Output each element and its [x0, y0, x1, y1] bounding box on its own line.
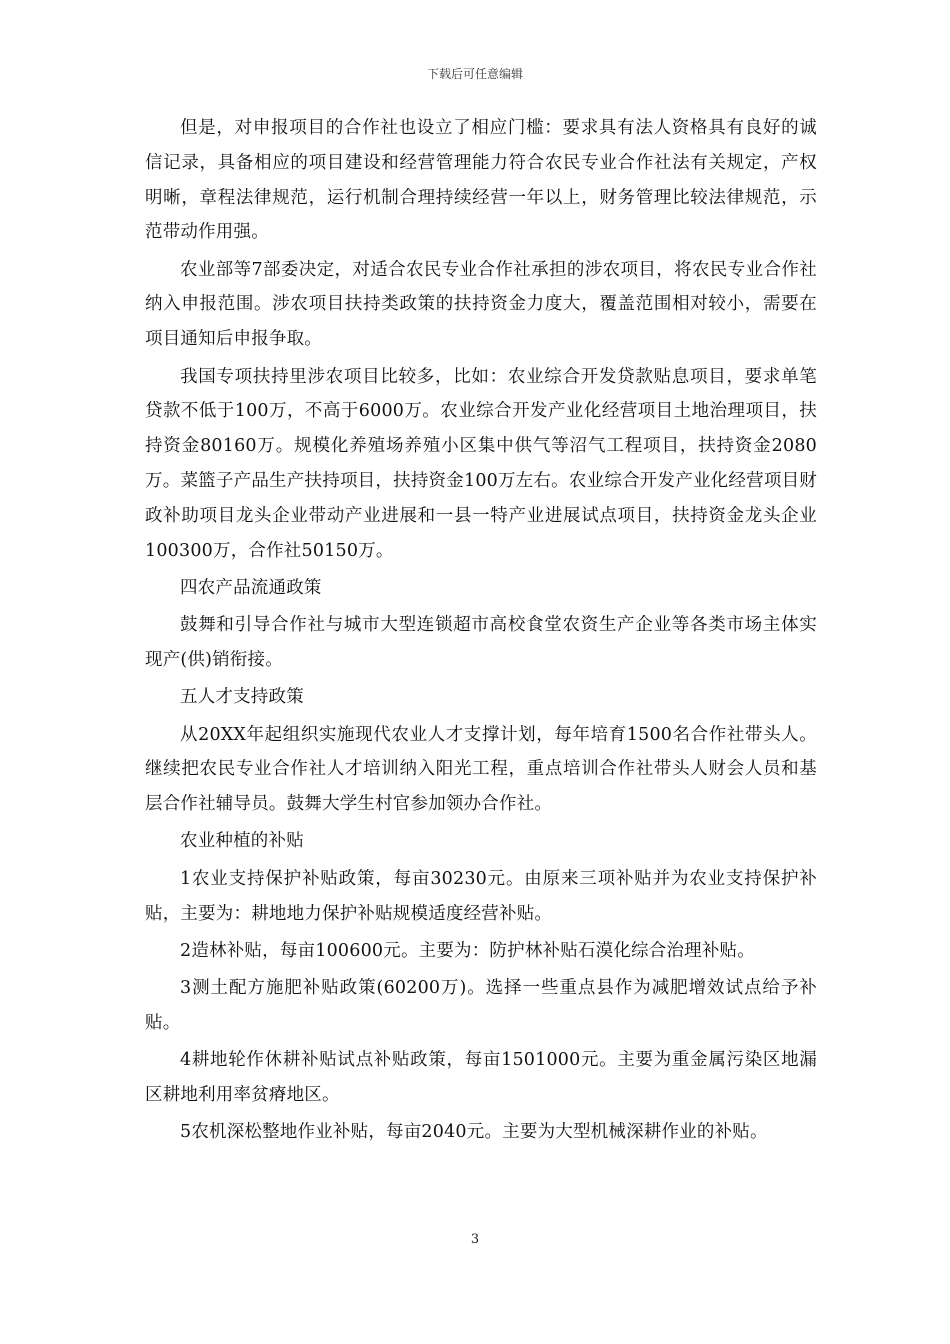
document-body	[145, 111, 817, 1153]
section-heading-planting-subsidy: 农业种植的补贴	[180, 831, 304, 852]
list-item-subsidy-1: 1农业支持保护补贴政策，每亩30230元。由原来三项补贴并为农业支持保护补贴，主要为：耕地地力保护补贴规模适度经营补贴。	[145, 868, 817, 924]
list-item-subsidy-5: 5农机深松整地作业补贴，每亩2040元。主要为大型机械深耕作业的补贴。	[180, 1122, 768, 1143]
paragraph-special-support-projects: 我国专项扶持里涉农项目比较多，比如：农业综合开发贷款贴息项目，要求单笔贷款不低于100万，不高于6000万。农业综合开发产业化经营项目土地治理项目，扶持资金80160万。规模化养殖场养殖小区集中供气等沼气工程项目，扶持资金2080万。菜篮子产品生产扶持项目，扶持资金100万左右。农业综合开发产业化经营项目财政补助项目龙头企业带动产业进展和一县一特产业进展试点项目，扶持资金龙头企业100300万，合作社50150万。	[145, 366, 817, 561]
page-number: 3	[470, 1232, 480, 1247]
page-header: 下载后可任意编辑	[426, 67, 523, 81]
section-heading-circulation-policy: 四农产品流通政策	[180, 577, 322, 598]
list-item-subsidy-4: 4耕地轮作休耕补贴试点补贴政策，每亩1501000元。主要为重金属污染区地漏区耕地利用率贫瘠地区。	[145, 1050, 817, 1106]
paragraph-seven-ministries: 农业部等7部委决定，对适合农民专业合作社承担的涉农项目，将农民专业合作社纳入申报范围。涉农项目扶持类政策的扶持资金力度大，覆盖范围相对较小，需要在项目通知后申报争取。	[145, 259, 817, 350]
paragraph-talent-policy: 从20XX年起组织实施现代农业人才支撑计划，每年培育1500名合作社带头人。继续把农民专业合作社人才培训纳入阳光工程，重点培训合作社带头人财会人员和基层合作社辅导员。鼓舞大学生村官参加领办合作社。	[145, 724, 817, 815]
paragraph-cooperative-threshold: 但是，对申报项目的合作社也设立了相应门槛：要求具有法人资格具有良好的诚信记录，具备相应的项目建设和经营管理能力符合农民专业合作社法有关规定，产权明晰，章程法律规范，运行机制合理持续经营一年以上，财务管理比较法律规范，示范带动作用强。	[145, 118, 817, 243]
paragraph-circulation-policy: 鼓舞和引导合作社与城市大型连锁超市高校食堂农资生产企业等各类市场主体实现产(供)销衔接。	[145, 615, 817, 670]
list-item-subsidy-2: 2造林补贴，每亩100600元。主要为：防护林补贴石漠化综合治理补贴。	[180, 940, 755, 961]
list-item-subsidy-3: 3测土配方施肥补贴政策(60200万)。选择一些重点县作为减肥增效试点给予补贴。	[145, 978, 817, 1033]
section-heading-talent-policy: 五人才支持政策	[180, 687, 304, 708]
